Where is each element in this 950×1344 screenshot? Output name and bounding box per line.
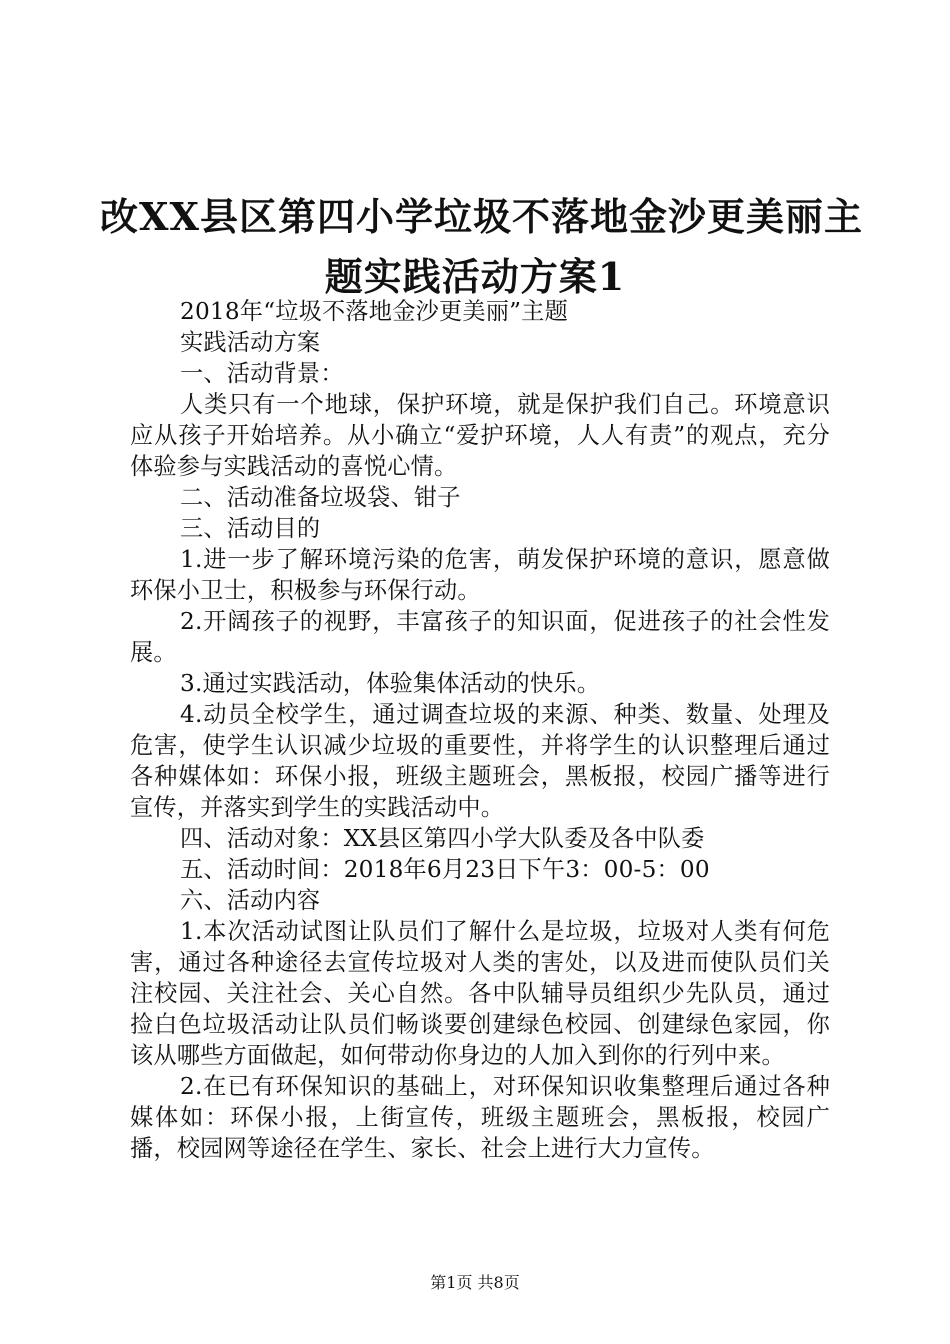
page-number-footer: 第1页 共8页 <box>430 1273 520 1292</box>
paragraph-plan-subtitle: 实践活动方案 <box>180 329 321 356</box>
document-body <box>130 296 830 1164</box>
document-title-line-1: 改XX县区第四小学垃圾不落地金沙更美丽主 <box>100 194 863 239</box>
paragraph-content-1: 1.本次活动试图让队员们了解什么是垃圾，垃圾对人类有何危害，通过各种途径去宣传垃圾对人类的害处，以及进而使队员们关注校园、关注社会、关心自然。各中队辅导员组织少先队员，通过捡白色垃圾活动让队员们畅谈要创建绿色校园、创建绿色家园，你该从哪些方面做起，如何带动你身边的人加入到你的行列中来。 <box>130 918 830 1069</box>
paragraph-purpose-1: 1.进一步了解环境污染的危害，萌发保护环境的意识，愿意做环保小卫士，积极参与环保行动。 <box>130 546 830 604</box>
paragraph-purpose-3: 3.通过实践活动，体验集体活动的快乐。 <box>180 670 601 697</box>
paragraph-content-2: 2.在已有环保知识的基础上，对环保知识收集整理后通过各种媒体如：环保小报，上街宣传，班级主题班会，黑板报，校园广播，校园网等途径在学生、家长、社会上进行大力宣传。 <box>130 1073 830 1162</box>
paragraph-background: 人类只有一个地球，保护环境，就是保护我们自己。环境意识应从孩子开始培养。从小确立“爱护环境，人人有责”的观点，充分体验参与实践活动的喜悦心情。 <box>130 391 830 480</box>
heading-content: 六、活动内容 <box>180 887 321 914</box>
heading-preparation: 二、活动准备垃圾袋、钳子 <box>180 484 461 511</box>
paragraph-plan-year: 2018年“垃圾不落地金沙更美丽”主题 <box>180 298 568 325</box>
document-title-line-2: 题实践活动方案1 <box>324 254 626 299</box>
paragraph-purpose-2: 2.开阔孩子的视野，丰富孩子的知识面，促进孩子的社会性发展。 <box>130 608 830 666</box>
heading-background: 一、活动背景： <box>180 360 344 387</box>
heading-purpose: 三、活动目的 <box>180 515 321 542</box>
heading-time: 五、活动时间：2018年6月23日下午3：00-5：00 <box>180 856 710 883</box>
paragraph-purpose-4: 4.动员全校学生，通过调查垃圾的来源、种类、数量、处理及危害，使学生认识减少垃圾的重要性，并将学生的认识整理后通过各种媒体如：环保小报，班级主题班会，黑板报，校园广播等进行宣传，并落实到学生的实践活动中。 <box>130 701 830 821</box>
heading-audience: 四、活动对象：XX县区第四小学大队委及各中队委 <box>180 825 705 852</box>
